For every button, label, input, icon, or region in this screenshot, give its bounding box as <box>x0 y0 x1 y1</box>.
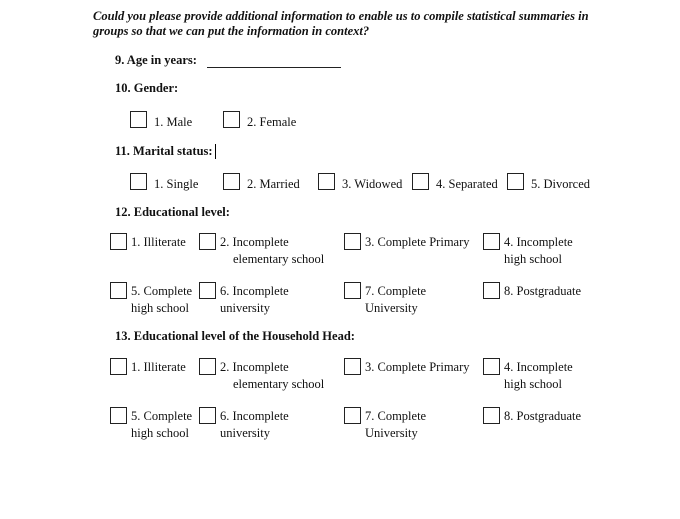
head-edu-incomplete-high-label-1: 4. Incomplete <box>504 360 573 374</box>
gender-female-checkbox[interactable] <box>223 111 240 128</box>
head-edu-postgraduate-checkbox[interactable] <box>483 407 500 424</box>
edu-illiterate-checkbox[interactable] <box>110 233 127 250</box>
edu-complete-primary-label: 3. Complete Primary <box>365 235 470 249</box>
head-edu-incomplete-university-checkbox[interactable] <box>199 407 216 424</box>
question-9-label: 9. Age in years: <box>115 53 197 67</box>
edu-incomplete-high-label-1: 4. Incomplete <box>504 235 573 249</box>
marital-married-checkbox[interactable] <box>223 173 240 190</box>
edu-complete-high-label-2: high school <box>131 301 189 315</box>
edu-complete-high-checkbox[interactable] <box>110 282 127 299</box>
head-edu-complete-university-checkbox[interactable] <box>344 407 361 424</box>
head-edu-complete-high-label-1: 5. Complete <box>131 409 193 423</box>
edu-complete-primary-checkbox[interactable] <box>344 233 361 250</box>
question-13-label: 13. Educational level of the Household Head: <box>115 329 355 343</box>
gender-female-label: 2. Female <box>247 115 297 129</box>
head-edu-complete-university-label-2: University <box>365 426 418 440</box>
edu-incomplete-elementary-checkbox[interactable] <box>199 233 216 250</box>
question-11-label: 11. Marital status: <box>115 144 213 158</box>
edu-incomplete-university-checkbox[interactable] <box>199 282 216 299</box>
marital-separated-label: 4. Separated <box>436 177 498 191</box>
intro-line-2: groups so that we can put the information in context? <box>93 24 370 38</box>
edu-complete-high-label-1: 5. Complete <box>131 284 193 298</box>
marital-divorced-checkbox[interactable] <box>507 173 524 190</box>
text-cursor <box>215 144 216 159</box>
edu-complete-university-checkbox[interactable] <box>344 282 361 299</box>
edu-complete-university-label-1: 7. Complete <box>365 284 427 298</box>
marital-married-label: 2. Married <box>247 177 300 191</box>
edu-incomplete-elementary-label-1: 2. Incomplete <box>220 235 289 249</box>
head-edu-incomplete-high-checkbox[interactable] <box>483 358 500 375</box>
head-edu-complete-high-label-2: high school <box>131 426 189 440</box>
edu-incomplete-elementary-label-2: elementary school <box>233 252 325 266</box>
marital-widowed-checkbox[interactable] <box>318 173 335 190</box>
edu-illiterate-label: 1. Illiterate <box>131 235 186 249</box>
gender-male-checkbox[interactable] <box>130 111 147 128</box>
head-edu-complete-high-checkbox[interactable] <box>110 407 127 424</box>
age-input-line[interactable] <box>207 67 341 68</box>
head-edu-illiterate-checkbox[interactable] <box>110 358 127 375</box>
head-edu-incomplete-elementary-checkbox[interactable] <box>199 358 216 375</box>
edu-incomplete-high-label-2: high school <box>504 252 562 266</box>
head-edu-complete-primary-checkbox[interactable] <box>344 358 361 375</box>
marital-separated-checkbox[interactable] <box>412 173 429 190</box>
head-edu-incomplete-university-label-2: university <box>220 426 270 440</box>
head-edu-illiterate-label: 1. Illiterate <box>131 360 186 374</box>
marital-widowed-label: 3. Widowed <box>342 177 403 191</box>
head-edu-incomplete-elementary-label-2: elementary school <box>233 377 325 391</box>
head-edu-postgraduate-label: 8. Postgraduate <box>504 409 582 423</box>
edu-incomplete-high-checkbox[interactable] <box>483 233 500 250</box>
head-edu-complete-university-label-1: 7. Complete <box>365 409 427 423</box>
head-edu-complete-primary-label: 3. Complete Primary <box>365 360 470 374</box>
edu-incomplete-university-label-2: university <box>220 301 270 315</box>
marital-divorced-label: 5. Divorced <box>531 177 591 191</box>
gender-male-label: 1. Male <box>154 115 193 129</box>
head-edu-incomplete-high-label-2: high school <box>504 377 562 391</box>
edu-complete-university-label-2: University <box>365 301 418 315</box>
edu-postgraduate-checkbox[interactable] <box>483 282 500 299</box>
edu-postgraduate-label: 8. Postgraduate <box>504 284 582 298</box>
question-10-label: 10. Gender: <box>115 81 179 95</box>
edu-incomplete-university-label-1: 6. Incomplete <box>220 284 289 298</box>
head-edu-incomplete-elementary-label-1: 2. Incomplete <box>220 360 289 374</box>
intro-line-1: Could you please provide additional information to enable us to compile statistical summaries in <box>93 9 589 23</box>
question-12-label: 12. Educational level: <box>115 205 230 219</box>
head-edu-incomplete-university-label-1: 6. Incomplete <box>220 409 289 423</box>
marital-single-checkbox[interactable] <box>130 173 147 190</box>
marital-single-label: 1. Single <box>154 177 199 191</box>
